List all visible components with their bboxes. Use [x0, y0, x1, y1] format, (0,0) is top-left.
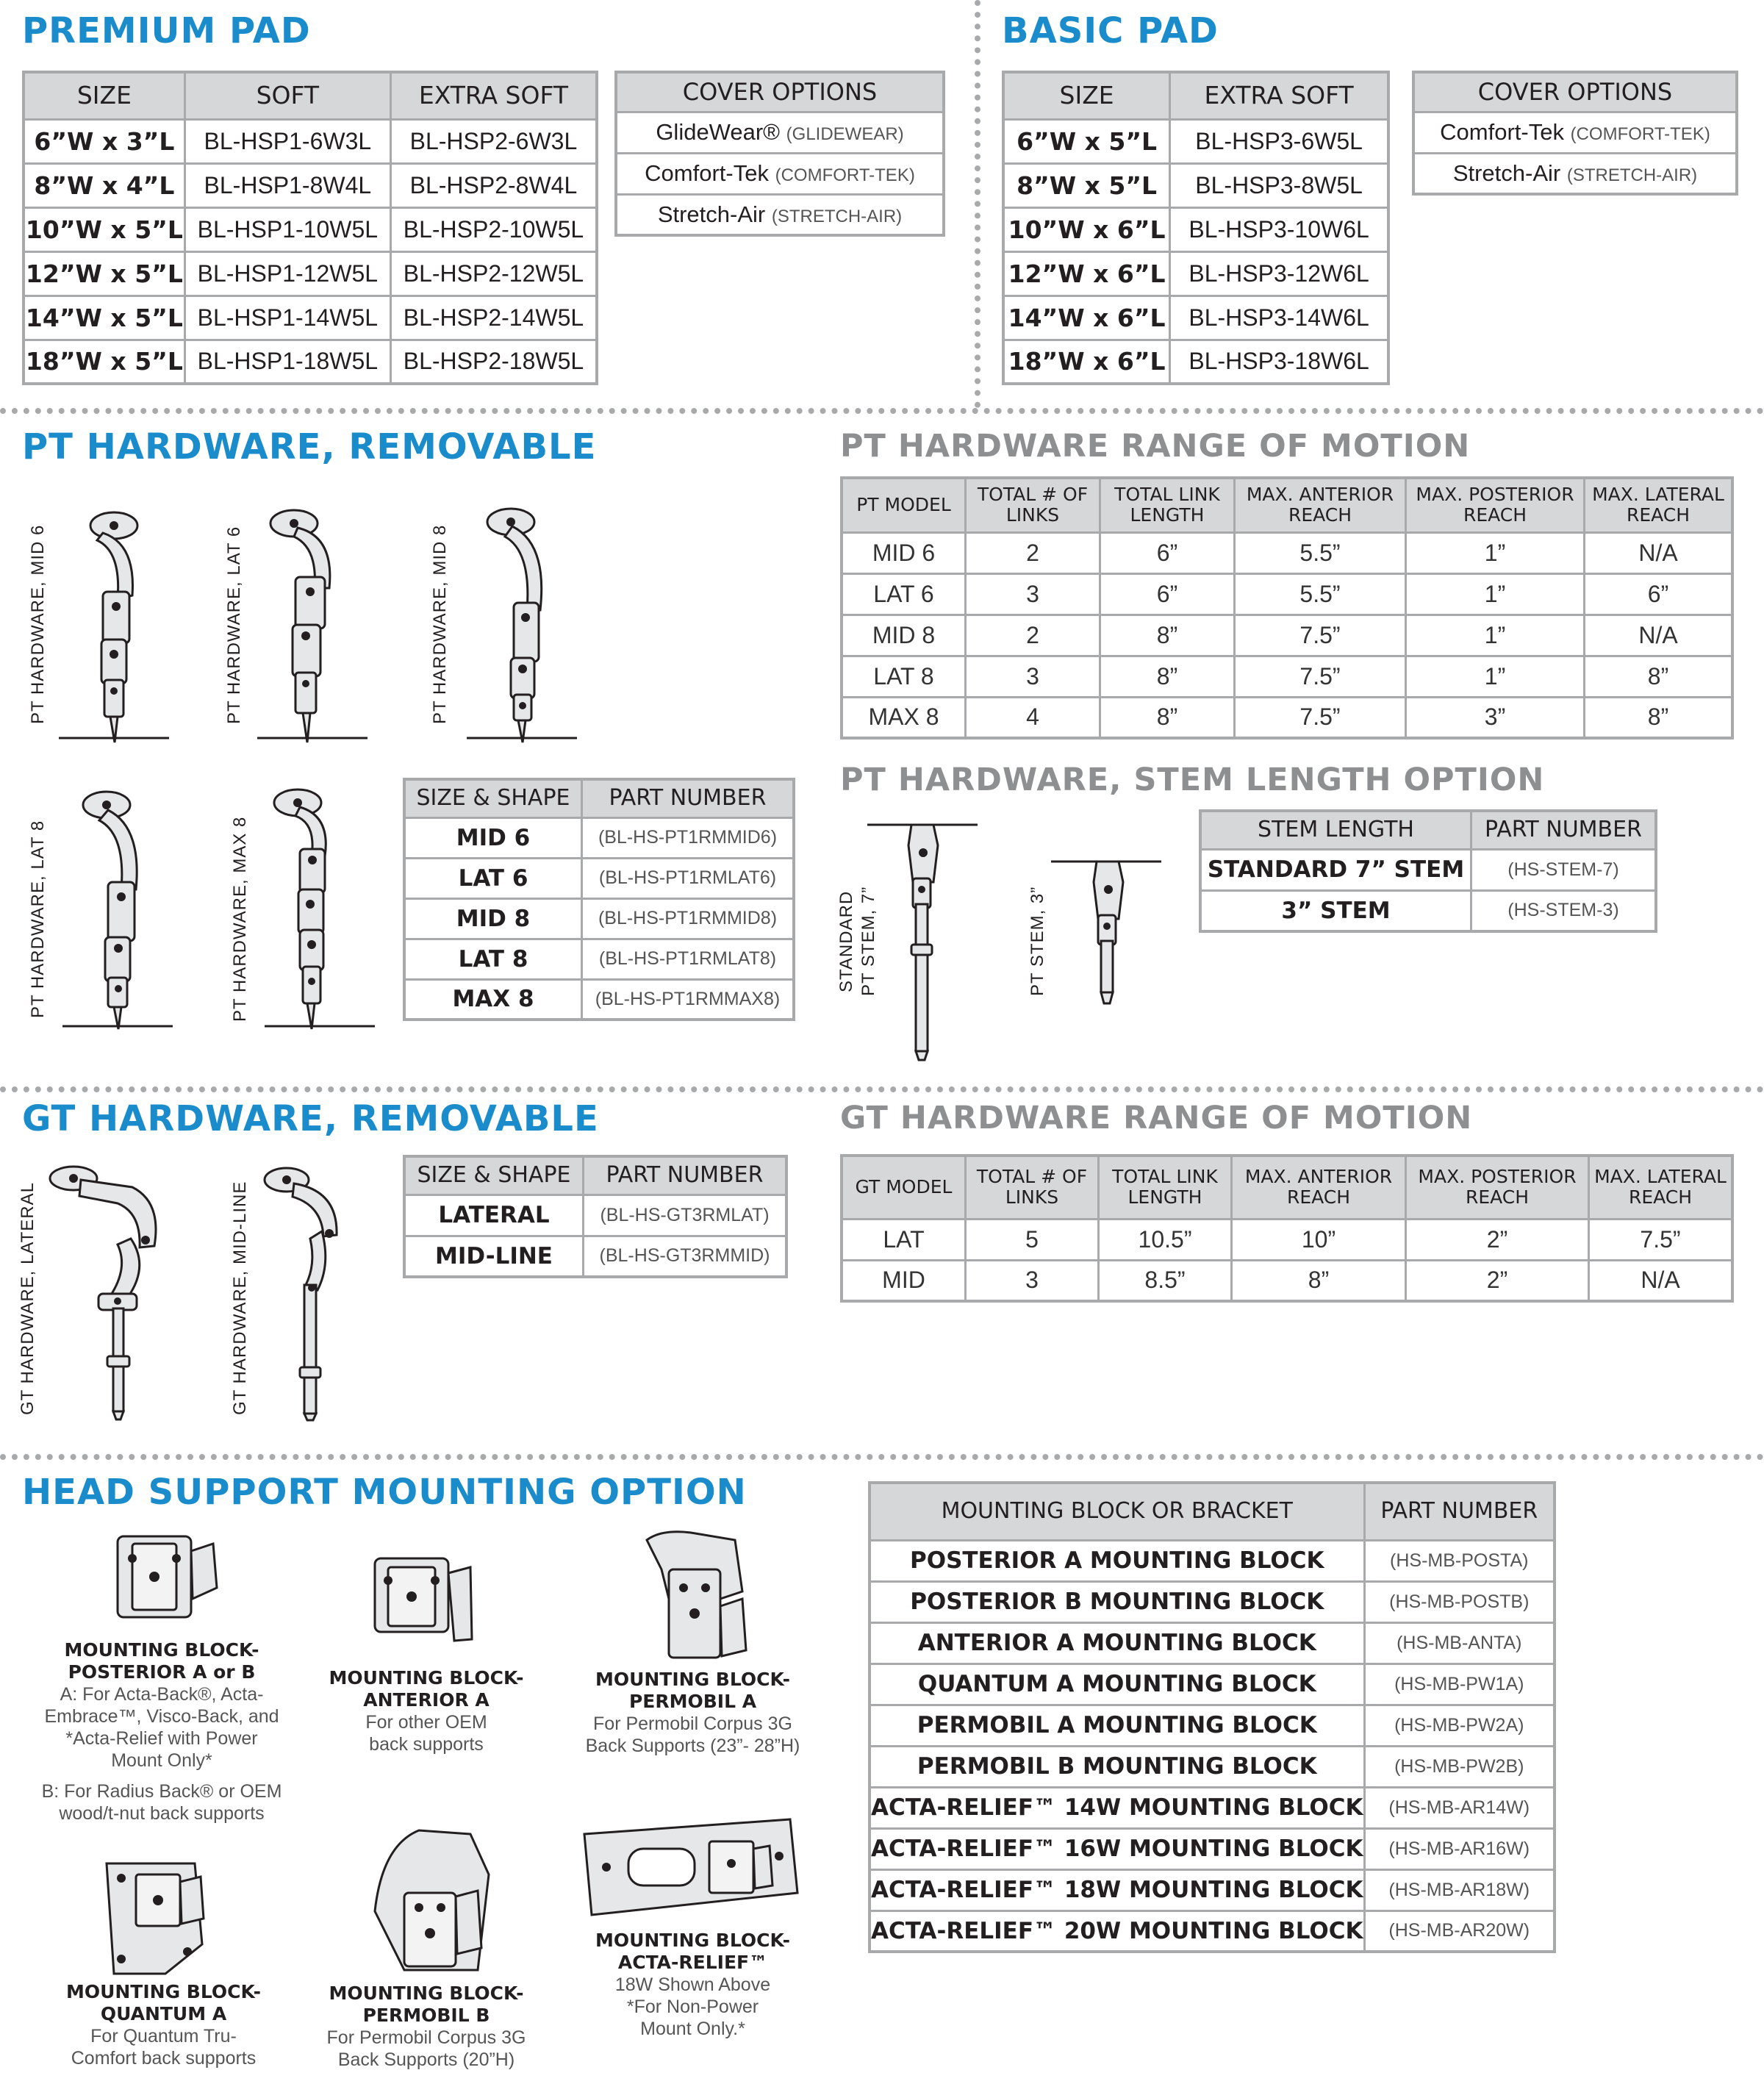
table-cell: BL-HSP1-6W3L — [184, 119, 390, 163]
table-cell: MID — [842, 1260, 966, 1301]
table-row — [1413, 153, 1737, 194]
table-cell: N/A — [1589, 1260, 1733, 1301]
table-row — [870, 1622, 1555, 1664]
table-cell: (HS-MB-AR20W) — [1364, 1910, 1555, 1952]
table-row — [1003, 163, 1388, 207]
table-row — [1003, 340, 1388, 384]
table-cell: (HS-MB-ANTA) — [1364, 1622, 1555, 1664]
table-cell: 8” — [1100, 656, 1235, 697]
column-header: TOTAL # OF LINKS — [966, 1156, 1099, 1219]
table-cell: BL-HSP1-12W5L — [184, 251, 390, 296]
mounting-part-number-table — [868, 1481, 1556, 1953]
table-cell: (BL-HS-PT1RMMAX8) — [582, 979, 795, 1020]
table-cell: (HS-MB-PW2A) — [1364, 1705, 1555, 1746]
table-cell: 7.5” — [1235, 697, 1406, 738]
table-cell: 14”W x 6”L — [1003, 296, 1170, 340]
table-cell: 7.5” — [1235, 656, 1406, 697]
table-cell: 7.5” — [1589, 1219, 1733, 1260]
table-cell: BL-HSP2-10W5L — [390, 207, 597, 251]
acta-relief-block-caption: MOUNTING BLOCK- ACTA-RELIEF™ 18W Shown Above *For Non-Power Mount Only.* — [595, 1930, 791, 2039]
table-cell: LAT 6 — [842, 573, 966, 615]
table-cell: ACTA-RELIEF™ 18W MOUNTING BLOCK — [870, 1869, 1364, 1910]
table-cell: (BL-HS-GT3RMMID) — [584, 1236, 787, 1277]
stem-part-number-table — [1199, 809, 1657, 933]
table-cell: 3 — [966, 1260, 1099, 1301]
table-row — [24, 119, 597, 163]
table-row — [870, 1828, 1555, 1869]
stem-3-illustration — [1051, 853, 1169, 1014]
column-header: SIZE & SHAPE — [404, 1156, 584, 1195]
table-cell: MID 8 — [404, 898, 582, 939]
table-cell: POSTERIOR B MOUNTING BLOCK — [870, 1581, 1364, 1622]
table-cell: LAT 8 — [404, 939, 582, 979]
table-cell: GlideWear® (GLIDEWEAR) — [616, 112, 944, 153]
table-cell: BL-HSP2-14W5L — [390, 296, 597, 340]
table-cell: BL-HSP2-8W4L — [390, 163, 597, 207]
table-row — [24, 296, 597, 340]
table-cell: BL-HSP2-6W3L — [390, 119, 597, 163]
table-cell: BL-HSP1-14W5L — [184, 296, 390, 340]
table-cell: 1” — [1406, 656, 1585, 697]
stem-standard-label-line2: PT STEM, 7” — [858, 886, 878, 996]
pt-lat6-illustration — [250, 507, 375, 750]
table-cell: BL-HSP3-14W6L — [1170, 296, 1388, 340]
table-cell: 14”W x 5”L — [24, 296, 184, 340]
column-header: MAX. ANTERIOR REACH — [1235, 478, 1406, 532]
gt-rom-table — [840, 1154, 1734, 1303]
permobil-a-block-caption: MOUNTING BLOCK- PERMOBIL A For Permobil Corpus 3G Back Supports (23”- 28”H) — [585, 1669, 800, 1756]
table-row — [870, 1664, 1555, 1705]
table-row — [870, 1705, 1555, 1746]
table-row — [870, 1910, 1555, 1952]
table-row — [1003, 207, 1388, 251]
column-header: MAX. POSTERIOR REACH — [1406, 478, 1585, 532]
table-cell: LAT 6 — [404, 858, 582, 898]
table-row — [24, 163, 597, 207]
quantum-block-caption: MOUNTING BLOCK- QUANTUM A For Quantum Tru- Comfort back supports — [65, 1981, 262, 2069]
pt-rom-heading: PT HARDWARE RANGE OF MOTION — [840, 428, 1471, 465]
table-cell: 1” — [1406, 573, 1585, 615]
table-cell: QUANTUM A MOUNTING BLOCK — [870, 1664, 1364, 1705]
column-header: GT MODEL — [842, 1156, 966, 1219]
table-row — [1200, 890, 1656, 931]
permobil-b-block-caption: MOUNTING BLOCK- PERMOBIL B For Permobil Corpus 3G Back Supports (20”H) — [326, 1983, 526, 2070]
table-row — [404, 939, 794, 979]
table-cell: 8” — [1100, 697, 1235, 738]
gt-midline-illustration — [257, 1161, 368, 1422]
table-cell: (HS-STEM-3) — [1471, 890, 1657, 931]
quantum-block-illustration — [99, 1856, 224, 1981]
mounting-heading: HEAD SUPPORT MOUNTING OPTION — [22, 1472, 747, 1513]
table-row — [842, 1219, 1732, 1260]
table-cell: 6”W x 5”L — [1003, 119, 1170, 163]
table-cell: 6” — [1100, 573, 1235, 615]
premium-cover-options-table — [614, 71, 945, 237]
column-header: SIZE — [1003, 72, 1170, 119]
column-header: EXTRA SOFT — [390, 72, 597, 119]
pt-hardware-heading: PT HARDWARE, REMOVABLE — [22, 426, 597, 468]
table-cell: MID 8 — [842, 615, 966, 656]
column-header: PART NUMBER — [1471, 811, 1657, 849]
table-cell: 8” — [1100, 615, 1235, 656]
column-header: TOTAL LINK LENGTH — [1100, 478, 1235, 532]
table-cell: Comfort-Tek (COMFORT-TEK) — [616, 153, 944, 194]
column-header: STEM LENGTH — [1200, 811, 1471, 849]
column-header: MAX. LATERAL REACH — [1585, 478, 1733, 532]
table-cell: 6”W x 3”L — [24, 119, 184, 163]
table-cell: BL-HSP2-12W5L — [390, 251, 597, 296]
table-cell: LAT 8 — [842, 656, 966, 697]
table-row — [24, 251, 597, 296]
table-cell: BL-HSP1-18W5L — [184, 340, 390, 384]
table-cell: LAT — [842, 1219, 966, 1260]
table-cell: Comfort-Tek (COMFORT-TEK) — [1413, 112, 1737, 153]
column-header: SOFT — [184, 72, 390, 119]
table-cell: BL-HSP3-12W6L — [1170, 251, 1388, 296]
column-header: MAX. LATERAL REACH — [1589, 1156, 1733, 1219]
table-cell: 6” — [1100, 532, 1235, 573]
table-row — [1413, 112, 1737, 153]
column-header: COVER OPTIONS — [1413, 72, 1737, 112]
posterior-block-illustration — [110, 1529, 220, 1625]
stem-standard-illustration — [867, 816, 985, 1062]
table-row — [404, 979, 794, 1020]
table-cell: BL-HSP3-8W5L — [1170, 163, 1388, 207]
table-row — [404, 1195, 786, 1236]
pt-max8-illustration — [257, 787, 382, 1036]
table-cell: (HS-MB-POSTA) — [1364, 1540, 1555, 1581]
pt-mid6-label: PT HARDWARE, MID 6 — [28, 524, 48, 724]
table-cell: BL-HSP3-6W5L — [1170, 119, 1388, 163]
table-cell: 5 — [966, 1219, 1099, 1260]
table-cell: 8.5” — [1099, 1260, 1232, 1301]
table-cell: (HS-MB-PW1A) — [1364, 1664, 1555, 1705]
basic-pad-table — [1002, 71, 1390, 385]
table-row — [1003, 296, 1388, 340]
table-cell: (BL-HS-GT3RMLAT) — [584, 1195, 787, 1236]
table-cell: (BL-HS-PT1RMLAT6) — [582, 858, 795, 898]
table-cell: LATERAL — [404, 1195, 584, 1236]
table-row — [616, 194, 944, 235]
table-row — [870, 1746, 1555, 1787]
table-row — [404, 817, 794, 858]
table-row — [1200, 849, 1656, 890]
column-header: MAX. ANTERIOR REACH — [1232, 1156, 1406, 1219]
acta-relief-block-illustration — [577, 1812, 805, 1930]
table-cell: 2 — [966, 532, 1100, 573]
table-cell: N/A — [1585, 615, 1733, 656]
table-row — [842, 615, 1732, 656]
table-cell: (HS-MB-AR16W) — [1364, 1828, 1555, 1869]
table-cell: MAX 8 — [842, 697, 966, 738]
column-header: MAX. POSTERIOR REACH — [1406, 1156, 1589, 1219]
table-row — [870, 1869, 1555, 1910]
gt-midline-label: GT HARDWARE, MID-LINE — [230, 1181, 250, 1415]
table-cell: 10”W x 5”L — [24, 207, 184, 251]
table-cell: BL-HSP2-18W5L — [390, 340, 597, 384]
table-cell: 10”W x 6”L — [1003, 207, 1170, 251]
table-cell: 8” — [1232, 1260, 1406, 1301]
table-cell: 3” — [1406, 697, 1585, 738]
divider-horizontal-1 — [0, 408, 1764, 414]
stem-heading: PT HARDWARE, STEM LENGTH OPTION — [840, 762, 1545, 798]
table-cell: Stretch-Air (STRETCH-AIR) — [616, 194, 944, 235]
table-cell: (HS-MB-POSTB) — [1364, 1581, 1555, 1622]
column-header: PART NUMBER — [584, 1156, 787, 1195]
divider-vertical-top — [975, 0, 980, 408]
divider-horizontal-2 — [0, 1086, 1764, 1092]
column-header: SIZE — [24, 72, 184, 119]
table-row — [1003, 119, 1388, 163]
column-header: TOTAL LINK LENGTH — [1099, 1156, 1232, 1219]
table-cell: 1” — [1406, 532, 1585, 573]
pt-max8-label: PT HARDWARE, MAX 8 — [230, 816, 250, 1022]
premium-pad-heading: PREMIUM PAD — [22, 10, 311, 51]
gt-rom-heading: GT HARDWARE RANGE OF MOTION — [840, 1100, 1473, 1136]
table-row — [1003, 251, 1388, 296]
pt-lat6-label: PT HARDWARE, LAT 6 — [224, 526, 244, 724]
table-cell: (HS-MB-AR14W) — [1364, 1787, 1555, 1828]
table-cell: 3 — [966, 573, 1100, 615]
table-row — [404, 858, 794, 898]
pt-lat8-illustration — [55, 787, 180, 1036]
table-row — [842, 1260, 1732, 1301]
table-cell: 1” — [1406, 615, 1585, 656]
table-cell: 4 — [966, 697, 1100, 738]
table-cell: ACTA-RELIEF™ 20W MOUNTING BLOCK — [870, 1910, 1364, 1952]
table-row — [842, 573, 1732, 615]
table-cell: MID-LINE — [404, 1236, 584, 1277]
column-header: PART NUMBER — [1364, 1483, 1555, 1540]
table-cell: (BL-HS-PT1RMMID6) — [582, 817, 795, 858]
table-cell: BL-HSP3-18W6L — [1170, 340, 1388, 384]
table-row — [24, 207, 597, 251]
column-header: EXTRA SOFT — [1170, 72, 1388, 119]
table-cell: (HS-MB-PW2B) — [1364, 1746, 1555, 1787]
table-cell: 2 — [966, 615, 1100, 656]
table-cell: 3 — [966, 656, 1100, 697]
table-row — [870, 1787, 1555, 1828]
pt-rom-table — [840, 476, 1734, 739]
gt-lateral-label: GT HARDWARE, LATERAL — [18, 1182, 37, 1415]
table-cell: N/A — [1585, 532, 1733, 573]
column-header: MOUNTING BLOCK OR BRACKET — [870, 1483, 1364, 1540]
table-row — [616, 112, 944, 153]
table-cell: 2” — [1406, 1260, 1589, 1301]
table-cell: 10.5” — [1099, 1219, 1232, 1260]
table-cell: PERMOBIL A MOUNTING BLOCK — [870, 1705, 1364, 1746]
gt-hardware-heading: GT HARDWARE, REMOVABLE — [22, 1098, 599, 1139]
table-row — [616, 153, 944, 194]
table-cell: 10” — [1232, 1219, 1406, 1260]
table-cell: (HS-MB-AR18W) — [1364, 1869, 1555, 1910]
table-cell: POSTERIOR A MOUNTING BLOCK — [870, 1540, 1364, 1581]
column-header: TOTAL # OF LINKS — [966, 478, 1100, 532]
table-row — [404, 1236, 786, 1277]
table-cell: BL-HSP1-10W5L — [184, 207, 390, 251]
posterior-block-caption: MOUNTING BLOCK- POSTERIOR A or B A: For Acta-Back®, Acta- Embrace™, Visco-Back, and *Acta-Relief with Power Mount Only* B: For Radius Back® or OEM wood/t-nut back supports — [41, 1639, 282, 1824]
table-row — [404, 898, 794, 939]
table-row — [870, 1581, 1555, 1622]
table-row — [842, 532, 1732, 573]
table-cell: 18”W x 5”L — [24, 340, 184, 384]
table-cell: BL-HSP1-8W4L — [184, 163, 390, 207]
table-cell: 8” — [1585, 656, 1733, 697]
table-cell: 5.5” — [1235, 532, 1406, 573]
table-cell: 12”W x 6”L — [1003, 251, 1170, 296]
table-cell: STANDARD 7” STEM — [1200, 849, 1471, 890]
table-cell: 7.5” — [1235, 615, 1406, 656]
premium-pad-table — [22, 71, 598, 385]
permobil-b-block-illustration — [360, 1823, 500, 1985]
divider-horizontal-3 — [0, 1454, 1764, 1460]
table-cell: ACTA-RELIEF™ 16W MOUNTING BLOCK — [870, 1828, 1364, 1869]
table-cell: 12”W x 5”L — [24, 251, 184, 296]
stem-3-label: PT STEM, 3” — [1028, 886, 1047, 996]
table-row — [842, 656, 1732, 697]
table-row — [24, 340, 597, 384]
basic-cover-options-table — [1412, 71, 1738, 196]
table-cell: 3” STEM — [1200, 890, 1471, 931]
table-cell: 6” — [1585, 573, 1733, 615]
gt-part-number-table — [403, 1155, 788, 1278]
gt-lateral-illustration — [44, 1158, 184, 1422]
table-cell: MID 6 — [404, 817, 582, 858]
column-header: SIZE & SHAPE — [404, 779, 582, 817]
basic-pad-heading: BASIC PAD — [1002, 10, 1219, 51]
permobil-a-block-illustration — [639, 1525, 757, 1665]
table-cell: BL-HSP3-10W6L — [1170, 207, 1388, 251]
table-cell: MID 6 — [842, 532, 966, 573]
column-header: COVER OPTIONS — [616, 72, 944, 112]
table-cell: 8”W x 4”L — [24, 163, 184, 207]
table-row — [842, 697, 1732, 738]
table-cell: ANTERIOR A MOUNTING BLOCK — [870, 1622, 1364, 1664]
table-cell: (BL-HS-PT1RMLAT8) — [582, 939, 795, 979]
table-cell: 18”W x 6”L — [1003, 340, 1170, 384]
table-cell: (HS-STEM-7) — [1471, 849, 1657, 890]
table-cell: 8” — [1585, 697, 1733, 738]
anterior-block-illustration — [368, 1551, 478, 1647]
table-cell: 5.5” — [1235, 573, 1406, 615]
table-row — [870, 1540, 1555, 1581]
table-cell: 8”W x 5”L — [1003, 163, 1170, 207]
table-cell: 2” — [1406, 1219, 1589, 1260]
anterior-block-caption: MOUNTING BLOCK- ANTERIOR A For other OEM back supports — [329, 1667, 524, 1755]
pt-mid6-illustration — [51, 507, 176, 750]
column-header: PART NUMBER — [582, 779, 795, 817]
pt-mid8-label: PT HARDWARE, MID 8 — [430, 524, 450, 724]
table-cell: PERMOBIL B MOUNTING BLOCK — [870, 1746, 1364, 1787]
pt-mid8-illustration — [459, 500, 584, 750]
table-cell: (BL-HS-PT1RMMID8) — [582, 898, 795, 939]
stem-standard-label-line1: STANDARD — [836, 890, 856, 992]
column-header: PT MODEL — [842, 478, 966, 532]
pt-part-number-table — [403, 778, 795, 1021]
table-cell: MAX 8 — [404, 979, 582, 1020]
table-cell: ACTA-RELIEF™ 14W MOUNTING BLOCK — [870, 1787, 1364, 1828]
table-cell: Stretch-Air (STRETCH-AIR) — [1413, 153, 1737, 194]
pt-lat8-label: PT HARDWARE, LAT 8 — [28, 820, 48, 1018]
